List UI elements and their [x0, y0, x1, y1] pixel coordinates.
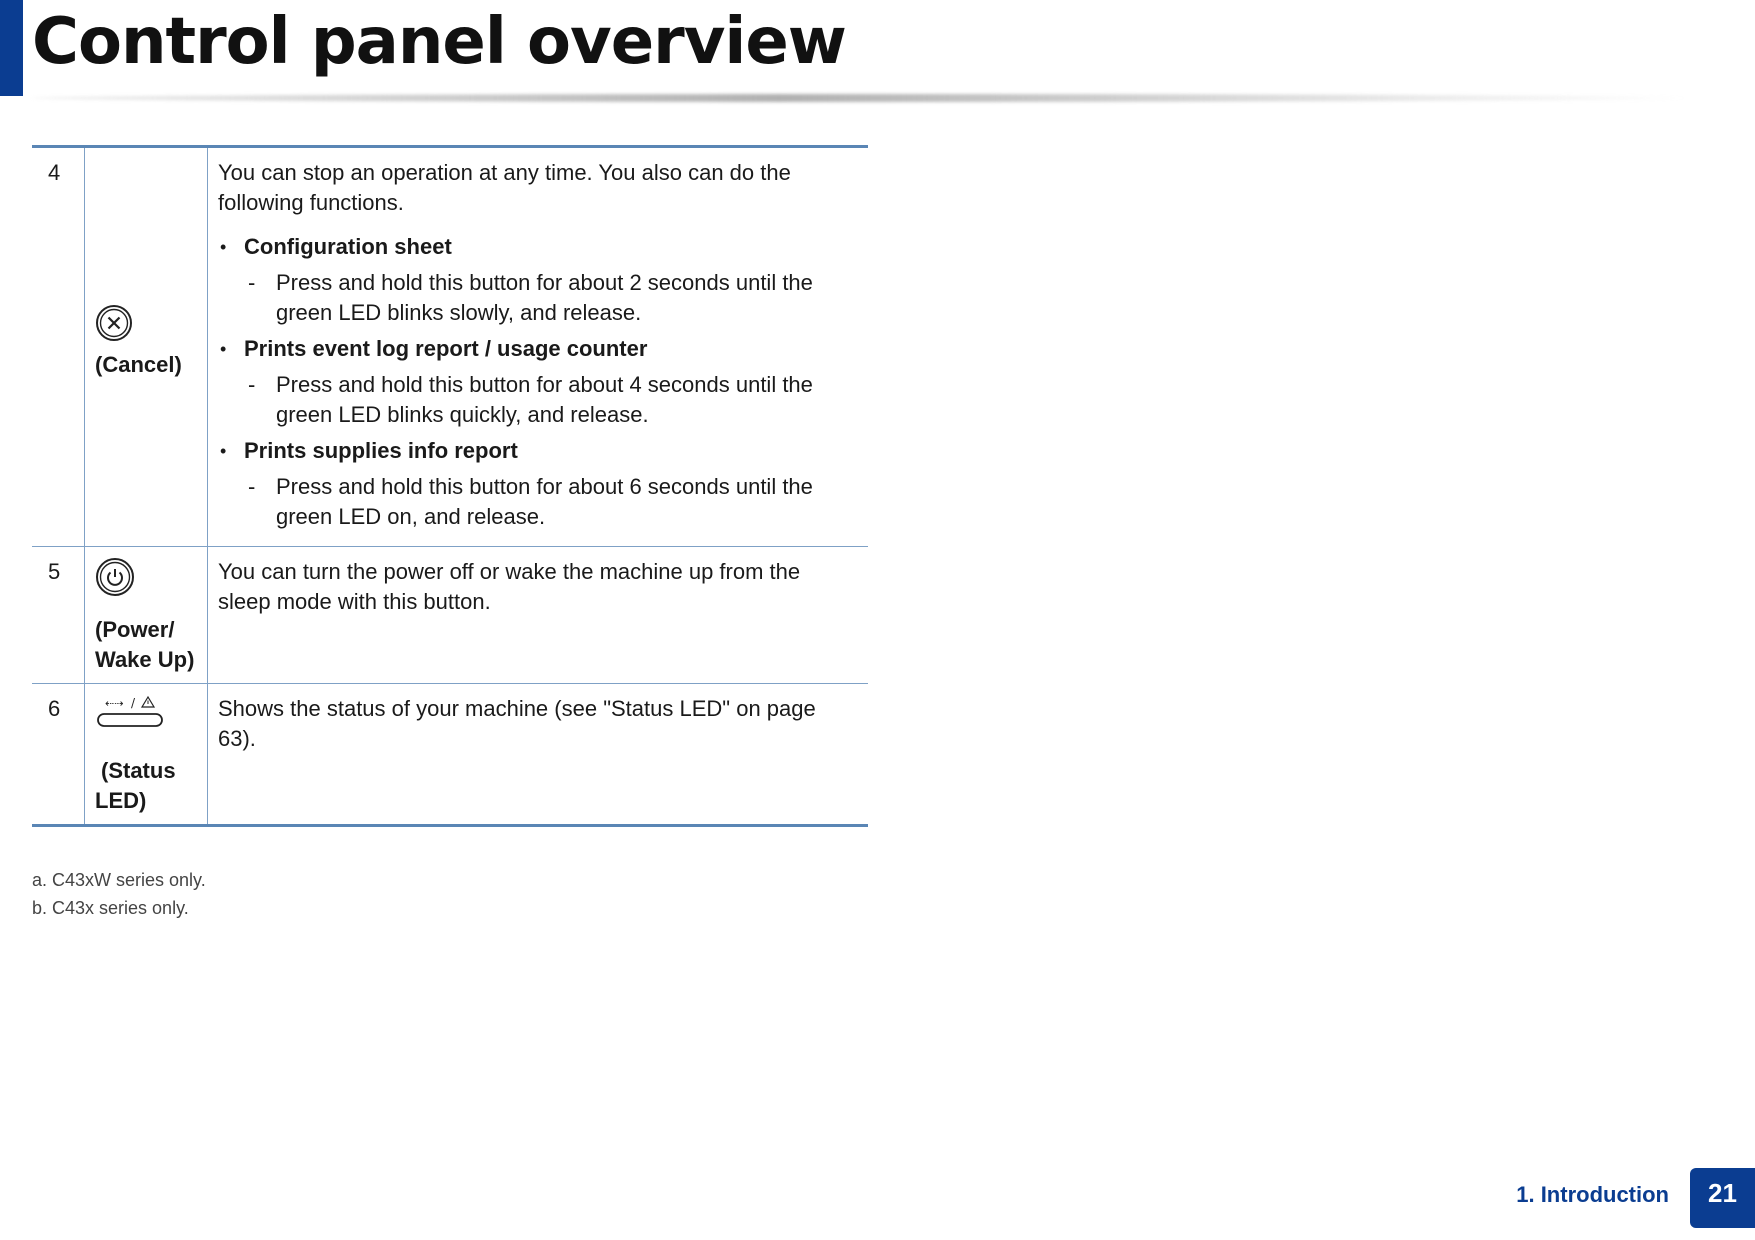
function-description: Press and hold this button for about 6 seconds until the green LED on, and release. [276, 474, 813, 529]
page-number-badge [1690, 1168, 1755, 1228]
function-list [218, 232, 858, 532]
cancel-icon [95, 304, 197, 350]
title-divider [32, 94, 1692, 102]
footnote-b: b. C43x series only. [32, 898, 189, 918]
dash: - [248, 474, 256, 499]
footnotes [32, 866, 206, 922]
status-led-icon [95, 694, 197, 738]
icon-cell [85, 684, 208, 826]
icon-cell [85, 147, 208, 547]
status-label-line2: LED) [95, 788, 147, 813]
title-accent-bar [0, 0, 23, 96]
description-cell [208, 547, 869, 684]
control-panel-table [32, 145, 868, 827]
cancel-label: (Cancel) [95, 352, 182, 377]
function-description: Press and hold this button for about 4 seconds until the green LED blinks quickly, and release. [276, 372, 813, 427]
description-cell [208, 147, 869, 547]
description-cell [208, 684, 869, 826]
svg-text:/: / [131, 696, 136, 710]
function-heading: • Configuration sheet [218, 232, 858, 262]
page-title: Control panel overview [32, 5, 846, 79]
list-item [218, 334, 858, 430]
icon-cell [85, 547, 208, 684]
table-row [32, 684, 868, 826]
function-heading: • Prints supplies info report [218, 436, 858, 466]
table-row [32, 547, 868, 684]
footnote-a: a. C43xW series only. [32, 870, 206, 890]
row-number: 4 [32, 147, 85, 547]
dash: - [248, 270, 256, 295]
function-heading: • Prints event log report / usage counter [218, 334, 858, 364]
row-number: 5 [32, 547, 85, 684]
list-item [218, 436, 858, 532]
function-description: Press and hold this button for about 2 seconds until the green LED blinks slowly, and release. [276, 270, 813, 325]
list-item [218, 232, 858, 328]
page-number: 21 [1708, 1178, 1737, 1208]
description-text: You can turn the power off or wake the machine up from the sleep mode with this button. [218, 559, 801, 614]
power-icon [95, 557, 197, 605]
description-text: You can stop an operation at any time. You also can do the following functions. [218, 160, 791, 215]
power-label-line1: (Power/ [95, 617, 175, 642]
status-label-line1: (Status [101, 758, 176, 783]
description-text: Shows the status of your machine (see "Status LED" on page 63). [218, 696, 816, 751]
svg-text:⇠⇢: ⇠⇢ [105, 697, 124, 710]
section-link[interactable]: 1. Introduction [1516, 1182, 1669, 1207]
power-label-line2: Wake Up) [95, 647, 195, 672]
table-row [32, 147, 868, 547]
dash: - [248, 372, 256, 397]
row-number: 6 [32, 684, 85, 826]
